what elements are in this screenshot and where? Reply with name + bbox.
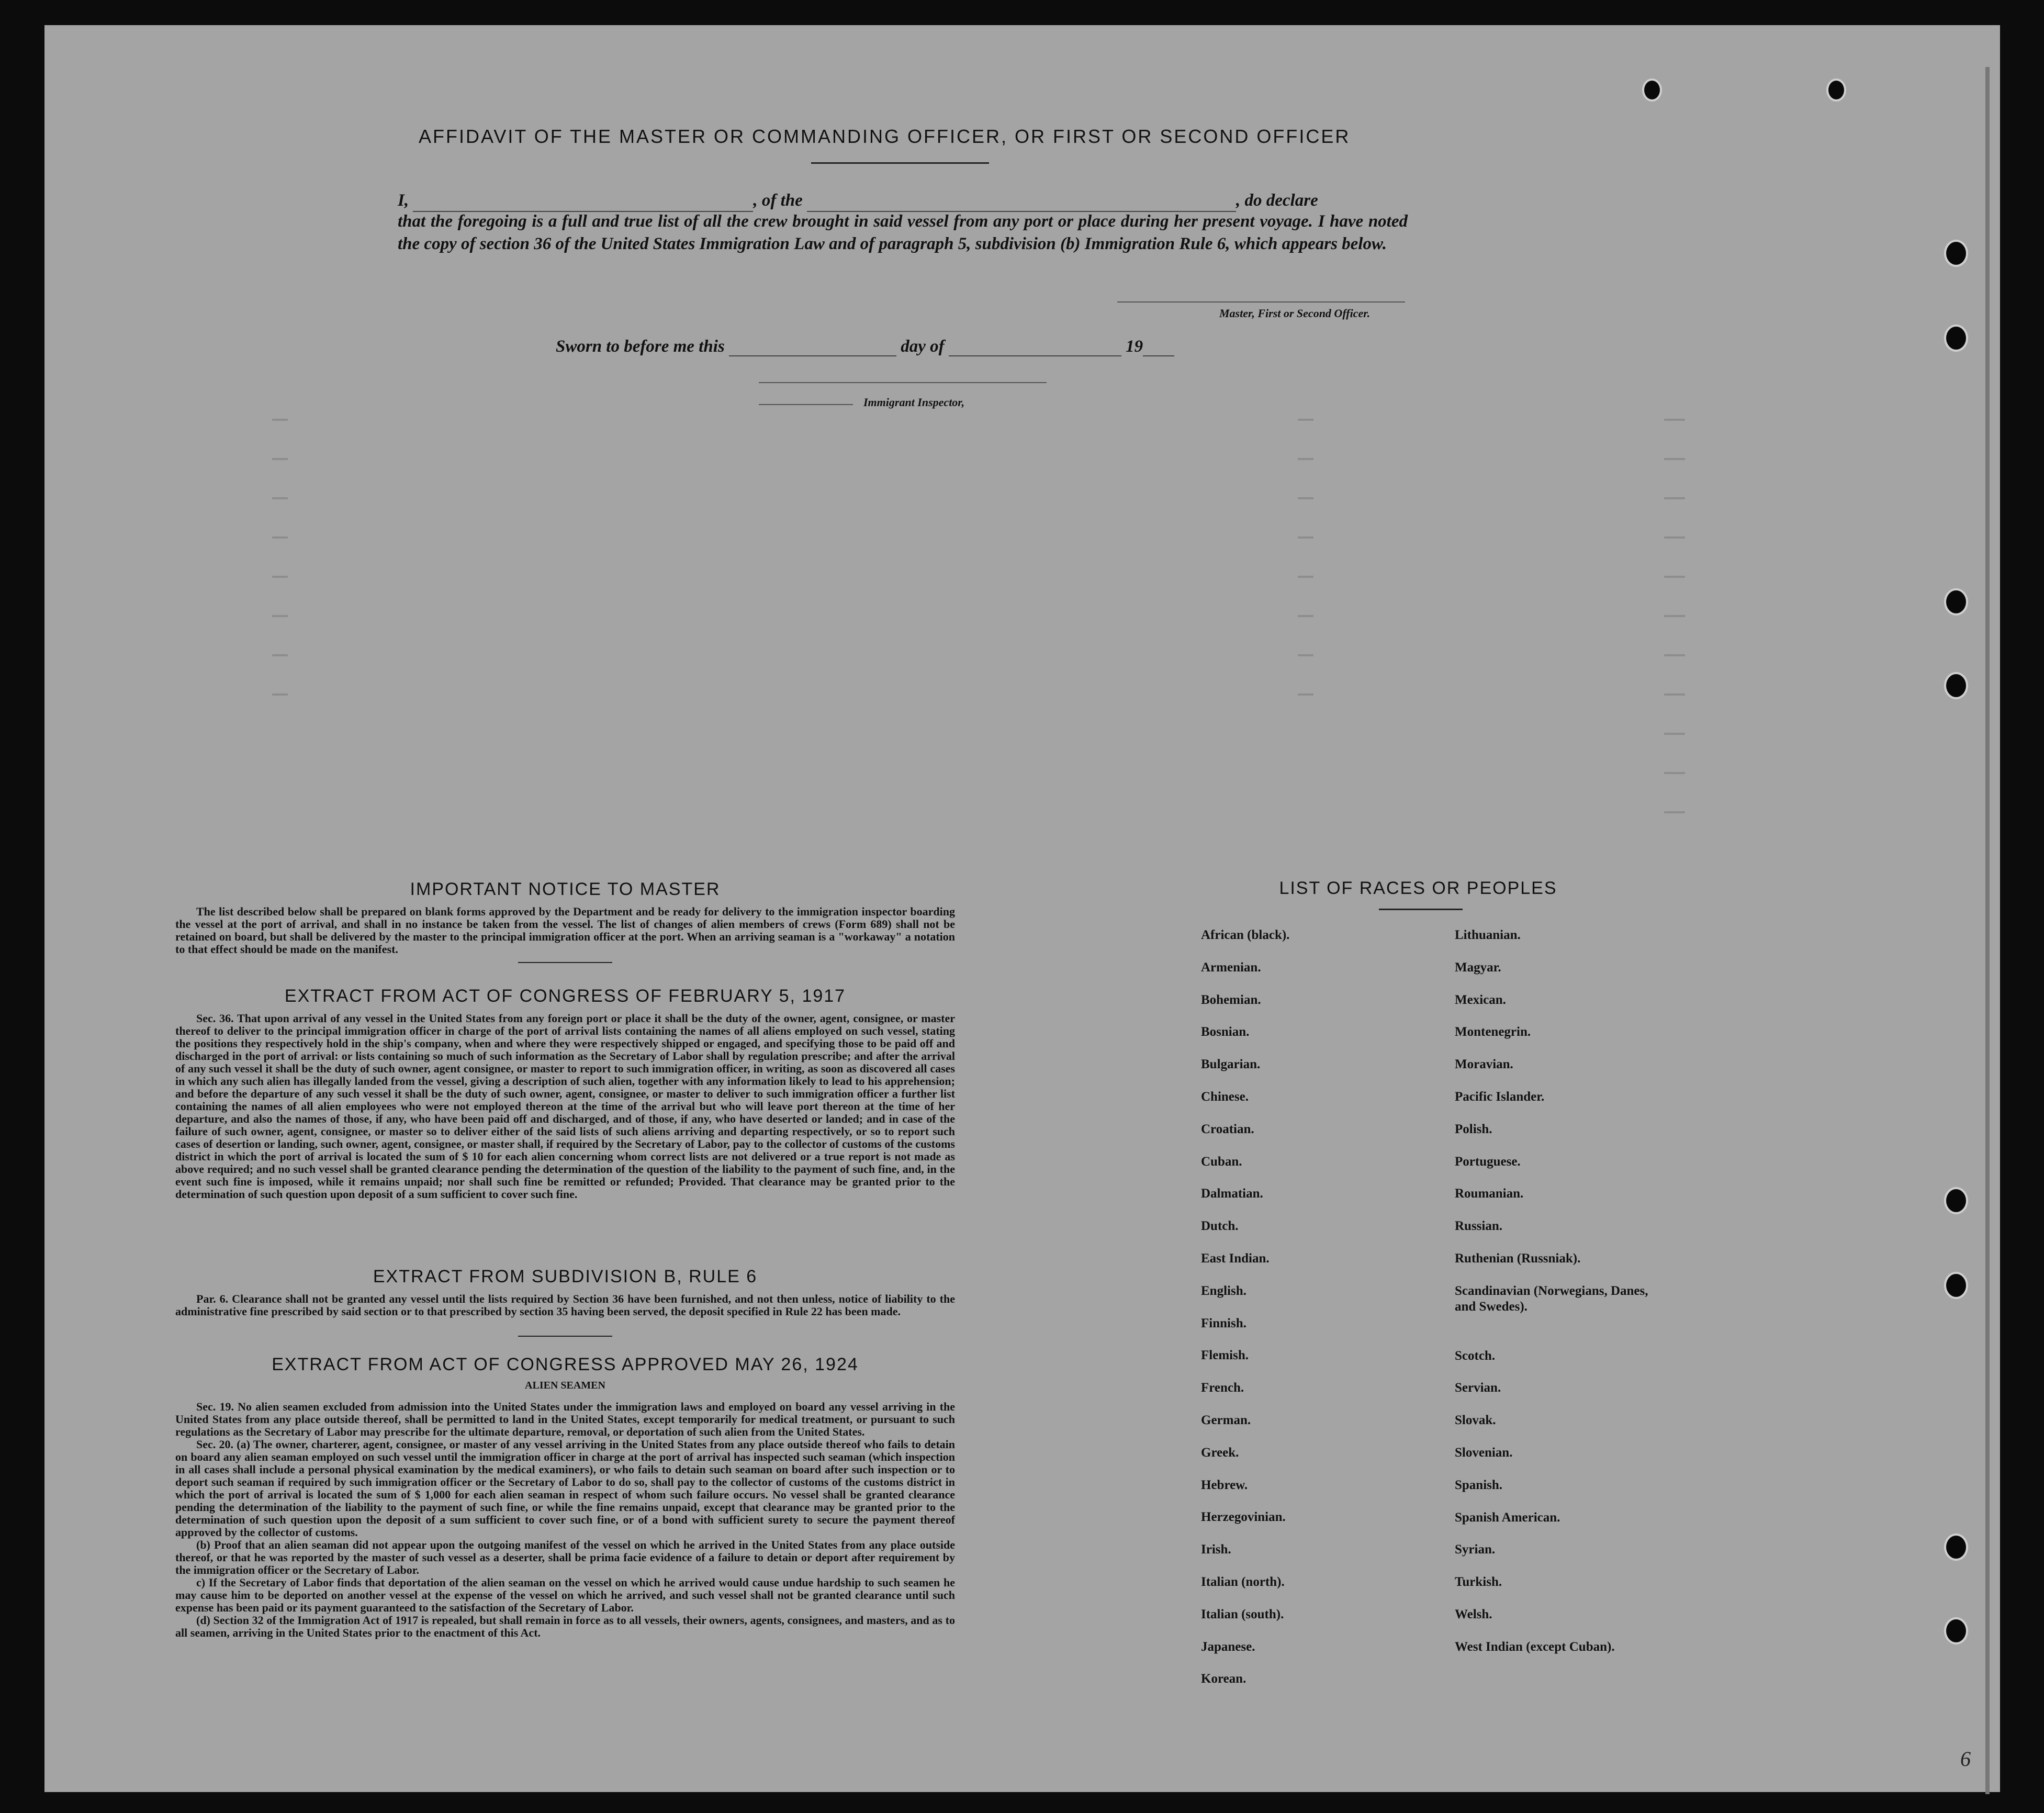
notice-body	[175, 905, 955, 956]
rule6-rule	[518, 1336, 612, 1337]
sworn-day-of: day of	[901, 337, 945, 356]
page-edge-shadow	[1985, 67, 1990, 1794]
declaration-body: that the foregoing is a full and true list of all the crew brought in said vessel from any port or place during her present voyage. I have noted the copy of section 36 of the United States Immigration Law and of paragraph 5, subdivision (b) Immigration Rule 6, which appears below.	[398, 212, 1408, 253]
race-item: Lithuanian.	[1455, 928, 1521, 942]
race-item: German.	[1201, 1413, 1251, 1427]
decl-of-the: , of the	[753, 191, 803, 210]
race-item: Dutch.	[1201, 1219, 1239, 1234]
race-item: Herzegovinian.	[1201, 1510, 1286, 1525]
race-item: Servian.	[1455, 1381, 1501, 1395]
races-title: LIST OF RACES OR PEOPLES	[1279, 878, 1557, 898]
race-item: West Indian (except Cuban).	[1455, 1639, 1615, 1654]
notice-rule	[518, 962, 612, 963]
race-item: African (black).	[1201, 928, 1290, 942]
extract-rule6-title: EXTRACT FROM SUBDIVISION B, RULE 6	[373, 1267, 758, 1286]
master-signature-line[interactable]	[1117, 301, 1405, 303]
extract-1924-body	[175, 1401, 955, 1639]
race-item: Magyar.	[1455, 960, 1501, 975]
race-item: Mexican.	[1455, 992, 1506, 1007]
race-item: Chinese.	[1201, 1090, 1249, 1104]
race-item: Roumanian.	[1455, 1187, 1524, 1201]
race-item: Bohemian.	[1201, 992, 1261, 1007]
race-item: French.	[1201, 1381, 1244, 1395]
inspector-signature-line[interactable]	[759, 382, 1047, 383]
race-item: Ruthenian (Russniak).	[1455, 1251, 1581, 1266]
race-item: Slovak.	[1455, 1413, 1496, 1428]
race-item: Hebrew.	[1201, 1478, 1248, 1492]
decl-declare: , do declare	[1236, 191, 1318, 210]
extract-1924-title: EXTRACT FROM ACT OF CONGRESS APPROVED MAY 26, 1924	[272, 1355, 859, 1374]
notice-paragraph: The list described below shall be prepared on blank forms approved by the Department and be ready for delivery to the immigration inspector boarding the vessel at the port of arrival, and shall in no instance be taken from the vessel. The list of changes of alien members of crews (Form 689) shall not be retained on board, but shall be delivered by the master to the principal immigration officer at the port. When an arriving seaman is a "workaway" a notation to that effect should be made on the manifest.	[175, 905, 955, 956]
race-item: Scotch.	[1455, 1348, 1496, 1363]
punch-hole	[1944, 1187, 1968, 1214]
race-item: Bulgarian.	[1201, 1057, 1261, 1072]
punch-hole	[1944, 240, 1968, 267]
bleed-through-marks	[251, 419, 1821, 942]
punch-hole	[1826, 79, 1846, 102]
race-item: Russian.	[1455, 1219, 1503, 1234]
punch-hole	[1944, 672, 1968, 699]
race-item: Scandinavian (Norwegians, Danes, and Swedes).	[1455, 1283, 1648, 1314]
extract-rule6-body	[175, 1293, 955, 1318]
punch-hole	[1944, 324, 1968, 352]
sec-20a-paragraph: Sec. 20. (a) The owner, charterer, agent, consignee, or master of any vessel arriving in the United States from any place outside thereof who fails to detain on board any alien seaman employed on such vessel until the immigration officer in charge at the port of arrival has inspected such seaman (which inspection in all cases shall include a personal physical examination by the medical examiners), or who fails to detain such seaman on board after such inspection or to deport such seaman if required by such immigration officer or the Secretary of Labor to do so, shall pay to the collector of customs of the customs district in which the port of arrival is located the sum of $ 1,000 for each alien seaman in respect of whom such failure occurs. No vessel shall be granted clearance pending the determination of the liability to the payment of such fine, or while the fine remains unpaid, except that clearance may be granted prior to the determination of such question upon the deposit of a sum sufficient to cover such fine, or of a bond with sufficient surety to secure the payment thereof approved by the collector of customs.	[175, 1438, 955, 1539]
race-item: Italian (south).	[1201, 1607, 1284, 1621]
inspector-caption-rule	[759, 404, 853, 405]
sworn-prefix: Sworn to before me this	[556, 337, 725, 356]
race-item: Polish.	[1455, 1122, 1492, 1136]
bleed-through-svg	[251, 419, 1821, 942]
race-item: Syrian.	[1455, 1542, 1496, 1557]
punch-hole	[1642, 79, 1662, 102]
race-item: Irish.	[1201, 1542, 1231, 1557]
race-item: East Indian.	[1201, 1251, 1270, 1266]
alien-seamen-subtitle: ALIEN SEAMEN	[525, 1380, 605, 1391]
race-item: Flemish.	[1201, 1348, 1249, 1363]
race-item: Portuguese.	[1455, 1154, 1521, 1169]
race-item: Montenegrin.	[1455, 1025, 1531, 1039]
sec-20d-paragraph: (d) Section 32 of the Immigration Act of 1917 is repealed, but shall remain in force as to all vessels, their owners, agents, consignees, and masters, and as to all seamen, arriving in the United States prior to the enactment of this Act.	[175, 1614, 955, 1639]
sec-19-paragraph: Sec. 19. No alien seamen excluded from admission into the United States under the immigration laws and employed on board any vessel arriving in the United States from any place outside thereof, shall be permitted to land in the United States, except temporarily for medical treatment, or pursuant to such regulations as the Secretary of Labor may prescribe for the ultimate departure, removal, or deportation of such alien from the United States.	[175, 1400, 955, 1438]
race-item: Finnish.	[1201, 1316, 1246, 1330]
race-item: Dalmatian.	[1201, 1187, 1263, 1201]
punch-hole	[1944, 588, 1968, 615]
race-item: Korean.	[1201, 1672, 1246, 1686]
race-item: Slovenian.	[1455, 1446, 1513, 1460]
extract-1917-title: EXTRACT FROM ACT OF CONGRESS OF FEBRUARY 5, 1917	[284, 986, 846, 1006]
race-item: Pacific Islander.	[1455, 1090, 1545, 1104]
race-item: Cuban.	[1201, 1154, 1242, 1169]
sworn-line	[556, 337, 1257, 356]
race-item: Armenian.	[1201, 960, 1261, 975]
sec-20c-paragraph: c) If the Secretary of Labor finds that deportation of the alien seaman on the vessel on which he arrived would cause undue hardship to such seamen he may cause him to be deported on another vessel at the expense of the vessel on which he arrived, and such vessel shall not be granted clearance until such expense has been paid or its payment guaranteed to the satisfaction of the Secretary of Labor.	[175, 1576, 955, 1614]
race-item: Welsh.	[1455, 1607, 1492, 1621]
race-item: Japanese.	[1201, 1639, 1255, 1654]
race-item: Spanish American.	[1455, 1510, 1560, 1525]
sworn-year-blank[interactable]	[1143, 344, 1174, 356]
sec-20b-paragraph: (b) Proof that an alien seaman did not appear upon the outgoing manifest of the vessel on which he arrived in the United States from any place outside thereof, or that he was reported by the master of such vessel as a deserter, shall be prima facie evidence of a failure to detain or deport after requirement by the immigration officer or the Secretary of Labor.	[175, 1538, 955, 1576]
race-item: Greek.	[1201, 1445, 1239, 1460]
race-item: Spanish.	[1455, 1478, 1503, 1492]
sworn-month-blank[interactable]	[949, 344, 1121, 356]
sec-36-paragraph: Sec. 36. That upon arrival of any vessel in the United States from any foreign port or place it shall be the duty of the owner, agent, consignee, or master thereof to deliver to the principal immigration officer in charge of the port of arrival lists containing the names of all aliens employed on such vessel, stating the positions they respectively hold in the ship's company, when and where they were respectively shipped or engaged, and specifying those to be paid off and discharged in the port of arrival: or lists containing so much of such information as the Secretary of Labor shall by regulation prescribe; and after the arrival of any such vessel it shall be the duty of such owner, agent consignee, or master to report to such immigration officer, in writing, as soon as discovered all cases in which any such alien has illegally landed from the vessel, giving a description of such alien, together with any information likely to lead to his apprehension; and before the departure of any such vessel it shall be the duty of such owner, agent, consignee, or master to deliver to such immigration officer a further list containing the names of all alien employees who were not employed thereon at the time of the arrival but who will leave port thereon at the time of her departure, and also the names of those, if any, who have been paid off and discharged, and of those, if any, who have deserted or landed; and in case of the failure of such owner, agent, consignee, or master so to deliver either of the said lists of such aliens arriving and departing respectively, or so to report such cases of desertion or landing, such owner, agent, consignee, or master shall, if required by the Secretary of Labor, pay to the collector of customs of the customs district in which the port of arrival is located the sum of $ 10 for each alien concerning whom correct lists are not delivered or a true report is not made as above required; and no such vessel shall be granted clearance pending the determination of the question of the liability to the payment of such fine, and, in the event such fine is imposed, while it remains unpaid; nor shall such fine be remitted or refunded; Provided. That clearance may be granted prior to the determination of such question upon deposit of a sum sufficient to cover such fine.	[175, 1012, 955, 1201]
affidavit-title-rule	[811, 162, 989, 164]
extract-1917-body	[175, 1012, 955, 1201]
sworn-date-blank[interactable]	[729, 344, 896, 356]
race-item: Bosnian.	[1201, 1025, 1250, 1039]
punch-hole	[1944, 1534, 1968, 1561]
affidavit-title: AFFIDAVIT OF THE MASTER OR COMMANDING OFFICER, OR FIRST OR SECOND OFFICER	[419, 126, 1351, 147]
race-item: English.	[1201, 1283, 1246, 1298]
inspector-caption: Immigrant Inspector,	[863, 396, 965, 409]
race-item: Croatian.	[1201, 1122, 1254, 1136]
race-item: Turkish.	[1455, 1575, 1502, 1590]
sworn-year: 19	[1126, 337, 1143, 356]
declaration-first-line	[398, 189, 1408, 212]
punch-hole	[1944, 1272, 1968, 1299]
race-item: Moravian.	[1455, 1057, 1513, 1072]
notice-title: IMPORTANT NOTICE TO MASTER	[410, 879, 721, 899]
par-6-paragraph: Par. 6. Clearance shall not be granted any vessel until the lists required by Section 36 have been furnished, and not then unless, notice of liability to the administrative fine prescribed by said section or to that prescribed by section 35 having been served, the deposit specified in Rule 22 has been made.	[175, 1292, 955, 1318]
margin-mark: 6	[1960, 1747, 1971, 1771]
race-item: Italian (north).	[1201, 1575, 1285, 1589]
punch-hole	[1944, 1617, 1968, 1644]
races-title-rule	[1379, 909, 1463, 910]
master-caption: Master, First or Second Officer.	[1219, 307, 1371, 320]
decl-i: I,	[398, 191, 409, 210]
